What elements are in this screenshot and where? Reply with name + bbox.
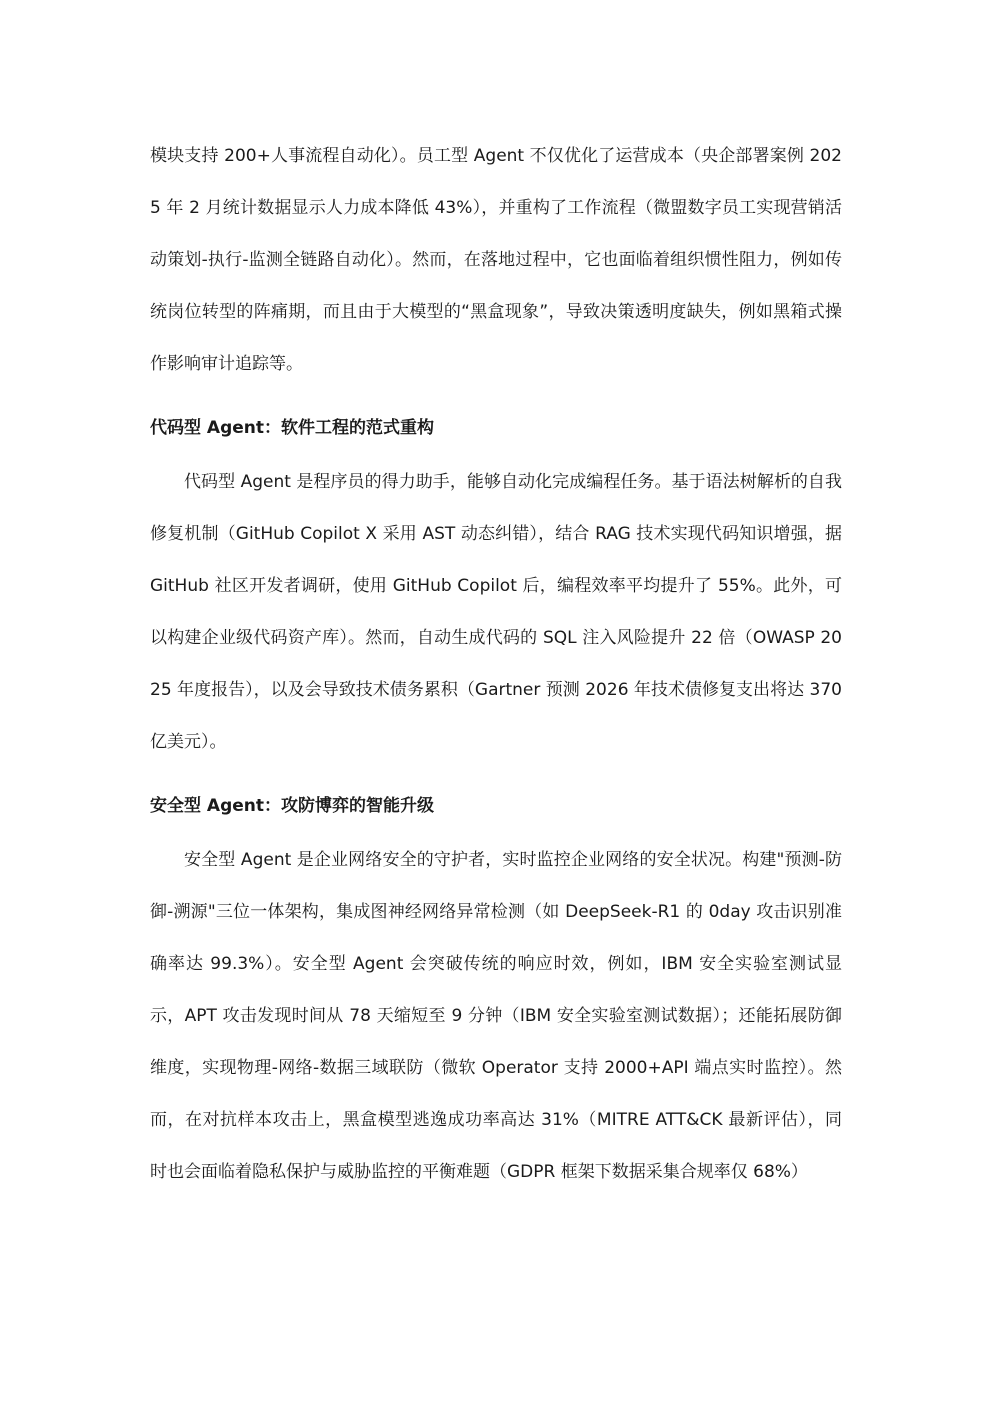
document-page [150, 130, 842, 1198]
section-heading-code-agent: 代码型 Agent：软件工程的范式重构 [150, 418, 435, 438]
section-heading-security-agent: 安全型 Agent：攻防博弈的智能升级 [150, 796, 435, 816]
paragraph-employee-agent-continued: 模块支持 200+人事流程自动化）。员工型 Agent 不仅优化了运营成本（央企部署案例 2025 年 2 月统计数据显示人力成本降低 43%），并重构了工作流程（微盟数字员工实现营销活动策划-执行-监测全链路自动化）。然而，在落地过程中，它也面临着组织惯性阻力，例如传统岗位转型的阵痛期，而且由于大模型的“黑盒现象”，导致决策透明度缺失，例如黑箱式操作影响审计追踪等。 [150, 146, 842, 374]
paragraph-security-agent: 安全型 Agent 是企业网络安全的守护者，实时监控企业网络的安全状况。构建"预测-防御-溯源"三位一体架构，集成图神经网络异常检测（如 DeepSeek-R1 的 0day 攻击识别准确率达 99.3%）。安全型 Agent 会突破传统的响应时效，例如，IBM 安全实验室测试显示，APT 攻击发现时间从 78 天缩短至 9 分钟（IBM 安全实验室测试数据）；还能拓展防御维度，实现物理-网络-数据三域联防（微软 Operator 支持 2000+API 端点实时监控）。然而，在对抗样本攻击上，黑盒模型逃逸成功率高达 31%（MITRE ATT&CK 最新评估），同时也会面临着隐私保护与威胁监控的平衡难题（GDPR 框架下数据采集合规率仅 68%） [150, 850, 842, 1182]
paragraph-code-agent: 代码型 Agent 是程序员的得力助手，能够自动化完成编程任务。基于语法树解析的自我修复机制（GitHub Copilot X 采用 AST 动态纠错），结合 RAG 技术实现代码知识增强，据 GitHub 社区开发者调研，使用 GitHub Copilot 后，编程效率平均提升了 55%。此外，可以构建企业级代码资产库）。然而，自动生成代码的 SQL 注入风险提升 22 倍（OWASP 2025 年度报告），以及会导致技术债务累积（Gartner 预测 2026 年技术债修复支出将达 370 亿美元）。 [150, 472, 842, 752]
